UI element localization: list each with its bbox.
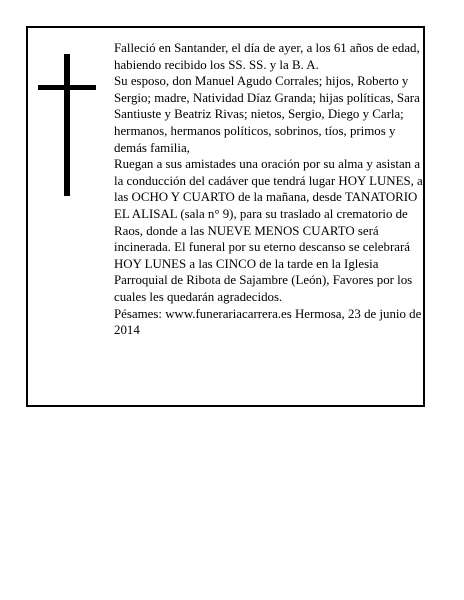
condolences-line: Pésames: www.funerariacarrera.es Hermosa, 23 de junio de 2014 [114,306,422,338]
death-announcement: Falleció en Santander, el día de ayer, a los 61 años de edad, habiendo recibido los SS. SS. y la B. A. [114,41,420,72]
family-list: Su esposo, don Manuel Agudo Corrales; hijos, Roberto y Sergio; madre, Natividad Díaz Granda; hijas políticas, Sara Santiuste y Beatriz Rivas; nietos, Sergio, Diego y Carla; hermanos, hermanos políticos, sobrinos, tíos, primos y demás familia, [114,74,420,155]
cross-horizontal-bar [38,85,96,90]
funeral-details: Ruegan a sus amistades una oración por su alma y asistan a la conducción del cadáver que tendrá lugar HOY LUNES, a las OCHO Y CUARTO de la mañana, desde TANATORIO EL ALISAL (sala n° 9), para su traslado al crematorio de Raos, donde a las NUEVE MENOS CUARTO será incinerada. El funeral por su eterno descanso se celebrará HOY LUNES a las CINCO de la tarde en la Iglesia Parroquial de Ribota de Sajambre (León), Favores por los cuales les quedarán agradecidos. [114,157,423,304]
obituary-text [114,40,424,339]
cross-vertical-bar [64,54,70,196]
